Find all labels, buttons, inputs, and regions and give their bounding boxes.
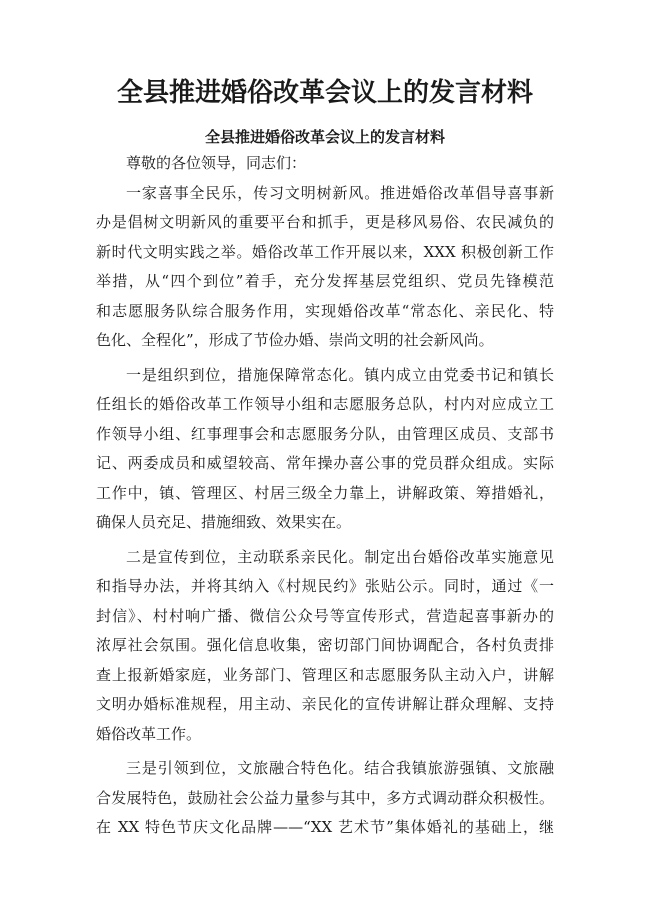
paragraph-4-line: 三是引领到位，文旅融合特色化。结合我镇旅游强镇、文旅融 (126, 759, 554, 777)
paragraph-1-line: 办是倡树文明新风的重要平台和抓手，更是移风易俗、农民减负的 (96, 213, 554, 231)
document-subtitle: 全县推进婚俗改革会议上的发言材料 (204, 128, 445, 146)
salutation: 尊敬的各位领导，同志们： (126, 154, 307, 172)
paragraph-4-line: 合发展特色，鼓励社会公益力量参与其中，多方式调动群众积极性。 (96, 789, 554, 807)
paragraph-2-line: 确保人员充足、措施细致、效果实在。 (96, 513, 352, 531)
paragraph-2-line: 一是组织到位，措施保障常态化。镇内成立由党委书记和镇长 (126, 366, 554, 384)
paragraph-2-line: 任组长的婚俗改革工作领导小组和志愿服务总队，村内对应成立工 (96, 395, 554, 413)
paragraph-2-line: 工作中，镇、管理区、村居三级全力靠上，讲解政策、筹措婚礼， (96, 484, 554, 502)
paragraph-3-line: 婚俗改革工作。 (96, 725, 202, 743)
paragraph-1-line: 新时代文明实践之举。婚俗改革工作开展以来，XXX 积极创新工作 (96, 243, 554, 261)
paragraph-2-line: 记、两委成员和威望较高、常年操办喜公事的党员群众组成。实际 (96, 454, 554, 472)
paragraph-3-line: 查上报新婚家庭，业务部门、管理区和志愿服务队主动入户，讲解 (96, 666, 554, 684)
paragraph-1-line: 和志愿服务队综合服务作用，实现婚俗改革“常态化、亲民化、特 (96, 302, 554, 320)
paragraph-2-line: 作领导小组、红事理事会和志愿服务分队，由管理区成员、支部书 (96, 425, 554, 443)
paragraph-1-line: 色化、全程化”，形成了节俭办婚、崇尚文明的社会新风尚。 (96, 331, 494, 349)
paragraph-1-line: 举措，从“四个到位”着手，充分发挥基层党组织、党员先锋模范 (96, 272, 554, 290)
paragraph-3-line: 和指导办法，并将其纳入《村规民约》张贴公示。同时，通过《一 (96, 577, 554, 595)
document-title: 全县推进婚俗改革会议上的发言材料 (116, 78, 533, 108)
paragraph-1-line: 一家喜事全民乐，传习文明树新风。推进婚俗改革倡导喜事新 (126, 184, 554, 202)
paragraph-3-line: 二是宣传到位，主动联系亲民化。制定出台婚俗改革实施意见 (126, 548, 554, 566)
paragraph-3-line: 浓厚社会氛围。强化信息收集，密切部门间协调配合，各村负责排 (96, 636, 554, 654)
paragraph-3-line: 文明办婚标准规程，用主动、亲民化的宣传讲解让群众理解、支持 (96, 695, 554, 713)
paragraph-3-line: 封信》、村村响广播、微信公众号等宣传形式，营造起喜事新办的 (96, 607, 554, 625)
paragraph-4-line: 在 XX 特色节庆文化品牌——“XX 艺术节”集体婚礼的基础上，继 (96, 818, 554, 836)
